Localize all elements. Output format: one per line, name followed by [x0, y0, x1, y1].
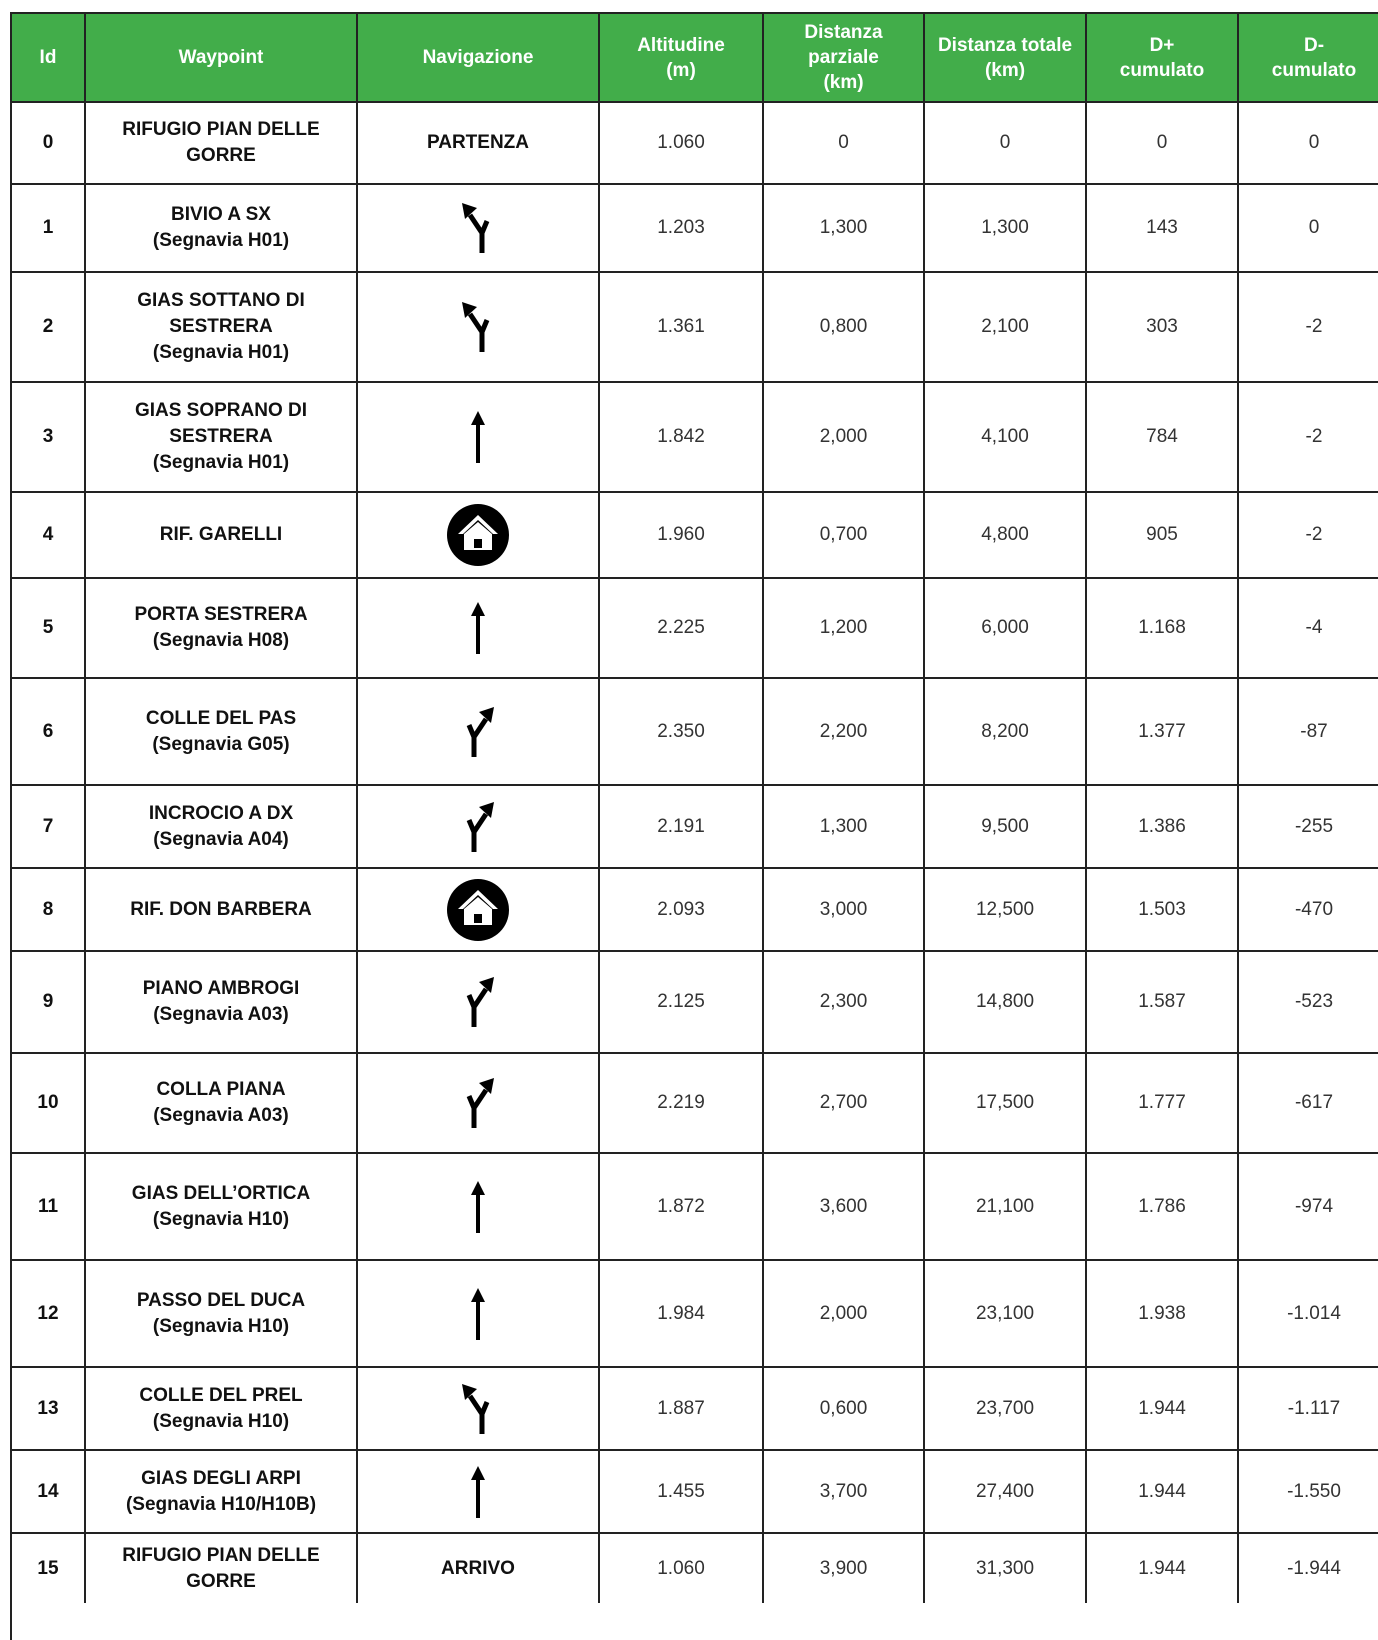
cell-altitudine: 1.984: [599, 1260, 763, 1367]
cell-d-plus: 0: [1086, 102, 1238, 184]
waypoint-table-container: [10, 12, 1378, 1640]
waypoint-name-line: (Segnavia H10): [152, 1410, 290, 1432]
cell-distanza-parziale: 3,700: [763, 1450, 924, 1533]
cell-d-plus: 1.587: [1086, 951, 1238, 1053]
cell-d-plus: 1.944: [1086, 1450, 1238, 1533]
cell-waypoint: [85, 1450, 357, 1533]
cell-altitudine: 2.225: [599, 578, 763, 678]
cell-waypoint: [85, 272, 357, 382]
cell-waypoint: [85, 1260, 357, 1367]
header-d-plus-line: D+: [1149, 34, 1175, 56]
cell-d-minus: -87: [1238, 678, 1378, 785]
cell-distanza-parziale: 1,200: [763, 578, 924, 678]
waypoint-name-line: COLLE DEL PREL: [139, 1384, 303, 1406]
waypoint-name-line: (Segnavia H10): [152, 1315, 290, 1337]
header-distanza-totale: [924, 14, 1086, 102]
table-row: [12, 678, 1378, 785]
table-body: [12, 102, 1378, 1603]
cell-altitudine: 1.455: [599, 1450, 763, 1533]
cell-altitudine: 1.361: [599, 272, 763, 382]
waypoint-name-line: (Segnavia A04): [153, 828, 289, 850]
cell-id: 6: [12, 678, 85, 785]
cell-waypoint: [85, 492, 357, 578]
cell-waypoint: [85, 1533, 357, 1603]
cell-waypoint: [85, 678, 357, 785]
cell-navigazione: [357, 1153, 599, 1260]
cell-distanza-totale: 4,800: [924, 492, 1086, 578]
cell-d-minus: -255: [1238, 785, 1378, 868]
header-distanza-totale-line: Distanza totale: [937, 34, 1073, 56]
cell-id: 1: [12, 184, 85, 272]
waypoint-name-line: (Segnavia H01): [152, 230, 290, 251]
waypoint-name-line: RIFUGIO PIAN DELLE GORRE: [122, 119, 320, 166]
waypoint-table: [12, 14, 1378, 1603]
cell-d-plus: 905: [1086, 492, 1238, 578]
cell-distanza-parziale: 1,300: [763, 184, 924, 272]
cell-id: 11: [12, 1153, 85, 1260]
cell-id: 10: [12, 1053, 85, 1153]
cell-distanza-totale: 6,000: [924, 578, 1086, 678]
cell-distanza-parziale: 3,600: [763, 1153, 924, 1260]
header-distanza-parziale: [763, 14, 924, 102]
cell-id: 4: [12, 492, 85, 578]
waypoint-name-line: COLLE DEL PAS: [145, 707, 297, 729]
cell-id: 15: [12, 1533, 85, 1603]
waypoint-name-line: PORTA SESTRERA: [134, 604, 308, 625]
table-row: [12, 1450, 1378, 1533]
cell-d-minus: -1.550: [1238, 1450, 1378, 1533]
cell-d-minus: -1.944: [1238, 1533, 1378, 1603]
cell-d-plus: 1.777: [1086, 1053, 1238, 1153]
header-d-plus: [1086, 14, 1238, 102]
header-altitudine: [599, 14, 763, 102]
waypoint-name-line: (Segnavia H10): [152, 1208, 290, 1230]
cell-altitudine: 2.093: [599, 868, 763, 951]
cell-distanza-parziale: 2,000: [763, 1260, 924, 1367]
cell-d-minus: -470: [1238, 868, 1378, 951]
waypoint-name-line: PIANO AMBROGI: [142, 978, 300, 999]
cell-waypoint: [85, 1053, 357, 1153]
waypoint-name-line: BIVIO A SX: [171, 204, 271, 225]
cell-waypoint: [85, 1367, 357, 1450]
cell-waypoint: [85, 1153, 357, 1260]
cell-d-plus: 1.377: [1086, 678, 1238, 785]
cell-d-plus: 1.944: [1086, 1533, 1238, 1603]
header-altitudine-line: (m): [666, 59, 696, 81]
table-row: [12, 785, 1378, 868]
waypoint-name-line: (Segnavia H01): [152, 342, 290, 363]
cell-waypoint: [85, 868, 357, 951]
waypoint-name-line: (Segnavia H01): [152, 452, 290, 473]
cell-navigazione: [357, 1260, 599, 1367]
header-distanza-parziale-line: (km): [823, 72, 864, 93]
fork-right-icon: [364, 705, 592, 759]
cell-distanza-parziale: 3,900: [763, 1533, 924, 1603]
table-row: [12, 578, 1378, 678]
cell-id: 0: [12, 102, 85, 184]
cell-distanza-totale: 0: [924, 102, 1086, 184]
cell-distanza-totale: 9,500: [924, 785, 1086, 868]
waypoint-name-line: GIAS SOTTANO DI: [137, 290, 305, 311]
cell-distanza-parziale: 2,000: [763, 382, 924, 492]
cell-id: 13: [12, 1367, 85, 1450]
cell-navigazione: [357, 578, 599, 678]
cell-d-plus: 143: [1086, 184, 1238, 272]
cell-id: 7: [12, 785, 85, 868]
navigation-label: PARTENZA: [426, 132, 530, 153]
cell-distanza-totale: 2,100: [924, 272, 1086, 382]
straight-arrow-icon: [364, 409, 592, 465]
cell-waypoint: [85, 578, 357, 678]
cell-navigazione: [357, 184, 599, 272]
cell-navigazione: [357, 382, 599, 492]
header-waypoint: Waypoint: [85, 14, 357, 102]
navigation-label: ARRIVO: [441, 1557, 515, 1579]
cell-distanza-totale: 8,200: [924, 678, 1086, 785]
cell-altitudine: 1.060: [599, 102, 763, 184]
cell-d-plus: 1.386: [1086, 785, 1238, 868]
straight-arrow-icon: [364, 600, 592, 656]
cell-distanza-totale: 4,100: [924, 382, 1086, 492]
cell-distanza-totale: 12,500: [924, 868, 1086, 951]
cell-d-minus: -523: [1238, 951, 1378, 1053]
table-row: [12, 1260, 1378, 1367]
waypoint-name-line: GIAS DELL’ORTICA: [131, 1182, 311, 1204]
cell-distanza-parziale: 2,300: [763, 951, 924, 1053]
cell-waypoint: [85, 382, 357, 492]
cell-d-minus: -617: [1238, 1053, 1378, 1153]
cell-altitudine: 2.191: [599, 785, 763, 868]
waypoint-name-line: RIF. GARELLI: [159, 524, 283, 545]
cell-id: 2: [12, 272, 85, 382]
cell-navigazione: [357, 492, 599, 578]
table-row: [12, 868, 1378, 951]
straight-arrow-icon: [364, 1286, 592, 1342]
waypoint-name-line: SESTRERA: [169, 316, 273, 337]
table-row: [12, 1367, 1378, 1450]
table-row: [12, 184, 1378, 272]
cell-distanza-totale: 23,100: [924, 1260, 1086, 1367]
cell-navigazione: [357, 951, 599, 1053]
cell-distanza-totale: 23,700: [924, 1367, 1086, 1450]
table-header-row: [12, 14, 1378, 102]
cell-altitudine: 1.960: [599, 492, 763, 578]
cell-navigazione: [357, 785, 599, 868]
cell-distanza-totale: 1,300: [924, 184, 1086, 272]
cell-altitudine: 2.350: [599, 678, 763, 785]
cell-d-minus: -2: [1238, 382, 1378, 492]
cell-distanza-parziale: 0,700: [763, 492, 924, 578]
waypoint-name-line: (Segnavia A03): [153, 1105, 289, 1126]
cell-distanza-totale: 21,100: [924, 1153, 1086, 1260]
cell-id: 12: [12, 1260, 85, 1367]
cell-id: 14: [12, 1450, 85, 1533]
cell-d-plus: 1.503: [1086, 868, 1238, 951]
table-row: [12, 382, 1378, 492]
waypoint-name-line: COLLA PIANA: [156, 1079, 286, 1100]
table-row: [12, 102, 1378, 184]
header-distanza-parziale-line: Distanza: [804, 22, 883, 43]
cell-d-minus: -4: [1238, 578, 1378, 678]
header-distanza-parziale-line: parziale: [808, 47, 879, 68]
straight-arrow-icon: [364, 1179, 592, 1235]
waypoint-name-line: SESTRERA: [169, 426, 273, 447]
fork-right-icon: [364, 975, 592, 1029]
waypoint-name-line: INCROCIO A DX: [148, 802, 294, 824]
cell-d-plus: 1.786: [1086, 1153, 1238, 1260]
cell-altitudine: 1.842: [599, 382, 763, 492]
cell-d-plus: 303: [1086, 272, 1238, 382]
cell-d-minus: -2: [1238, 272, 1378, 382]
cell-waypoint: [85, 785, 357, 868]
fork-left-icon: [364, 201, 592, 255]
cell-navigazione: [357, 1053, 599, 1153]
cell-distanza-totale: 14,800: [924, 951, 1086, 1053]
table-row: [12, 951, 1378, 1053]
cell-altitudine: 2.125: [599, 951, 763, 1053]
header-d-minus: [1238, 14, 1378, 102]
cell-distanza-parziale: 2,200: [763, 678, 924, 785]
header-id: Id: [12, 14, 85, 102]
waypoint-name-line: GIAS SOPRANO DI: [134, 400, 308, 421]
cell-distanza-parziale: 0: [763, 102, 924, 184]
cell-d-minus: -974: [1238, 1153, 1378, 1260]
cell-d-plus: 1.938: [1086, 1260, 1238, 1367]
cell-navigazione: [357, 102, 599, 184]
cell-distanza-totale: 17,500: [924, 1053, 1086, 1153]
waypoint-name-line: (Segnavia H08): [152, 630, 290, 651]
cell-distanza-totale: 31,300: [924, 1533, 1086, 1603]
cell-id: 8: [12, 868, 85, 951]
refuge-house-icon: [364, 503, 592, 567]
cell-waypoint: [85, 102, 357, 184]
cell-distanza-parziale: 0,800: [763, 272, 924, 382]
cell-d-minus: -1.014: [1238, 1260, 1378, 1367]
fork-left-icon: [364, 300, 592, 354]
cell-d-plus: 1.168: [1086, 578, 1238, 678]
cell-waypoint: [85, 951, 357, 1053]
cell-navigazione: [357, 1450, 599, 1533]
fork-left-icon: [364, 1382, 592, 1436]
table-row: [12, 1153, 1378, 1260]
waypoint-name-line: PASSO DEL DUCA: [136, 1289, 306, 1311]
waypoint-name-line: (Segnavia G05): [152, 733, 290, 755]
cell-distanza-parziale: 0,600: [763, 1367, 924, 1450]
fork-right-icon: [364, 1076, 592, 1130]
cell-navigazione: [357, 272, 599, 382]
waypoint-name-line: RIF. DON BARBERA: [130, 898, 312, 920]
cell-altitudine: 1.872: [599, 1153, 763, 1260]
fork-right-icon: [364, 800, 592, 854]
cell-distanza-parziale: 2,700: [763, 1053, 924, 1153]
cell-altitudine: 1.887: [599, 1367, 763, 1450]
cell-navigazione: [357, 678, 599, 785]
cell-navigazione: [357, 1367, 599, 1450]
header-d-plus-line: cumulato: [1119, 59, 1205, 81]
cell-altitudine: 1.060: [599, 1533, 763, 1603]
cell-id: 3: [12, 382, 85, 492]
header-d-minus-line: cumulato: [1271, 59, 1357, 81]
cell-altitudine: 2.219: [599, 1053, 763, 1153]
waypoint-name-line: RIFUGIO PIAN DELLE GORRE: [122, 1544, 320, 1592]
cell-d-plus: 784: [1086, 382, 1238, 492]
header-d-minus-line: D-: [1303, 34, 1325, 56]
waypoint-name-line: (Segnavia A03): [153, 1004, 289, 1025]
cell-id: 5: [12, 578, 85, 678]
cell-d-minus: 0: [1238, 102, 1378, 184]
table-row: [12, 492, 1378, 578]
cell-distanza-parziale: 1,300: [763, 785, 924, 868]
waypoint-name-line: GIAS DEGLI ARPI: [141, 1467, 301, 1489]
table-row: [12, 1533, 1378, 1603]
cell-id: 9: [12, 951, 85, 1053]
cell-d-plus: 1.944: [1086, 1367, 1238, 1450]
refuge-house-icon: [364, 878, 592, 942]
cell-navigazione: [357, 868, 599, 951]
cell-navigazione: [357, 1533, 599, 1603]
cell-distanza-totale: 27,400: [924, 1450, 1086, 1533]
table-row: [12, 1053, 1378, 1153]
table-row: [12, 272, 1378, 382]
cell-d-minus: -1.117: [1238, 1367, 1378, 1450]
cell-d-minus: 0: [1238, 184, 1378, 272]
header-altitudine-line: Altitudine: [637, 34, 725, 56]
waypoint-name-line: (Segnavia H10/H10B): [125, 1493, 317, 1515]
cell-distanza-parziale: 3,000: [763, 868, 924, 951]
cell-altitudine: 1.203: [599, 184, 763, 272]
cell-d-minus: -2: [1238, 492, 1378, 578]
cell-waypoint: [85, 184, 357, 272]
straight-arrow-icon: [364, 1464, 592, 1520]
header-distanza-totale-line: (km): [984, 59, 1026, 81]
header-navigazione: Navigazione: [357, 14, 599, 102]
